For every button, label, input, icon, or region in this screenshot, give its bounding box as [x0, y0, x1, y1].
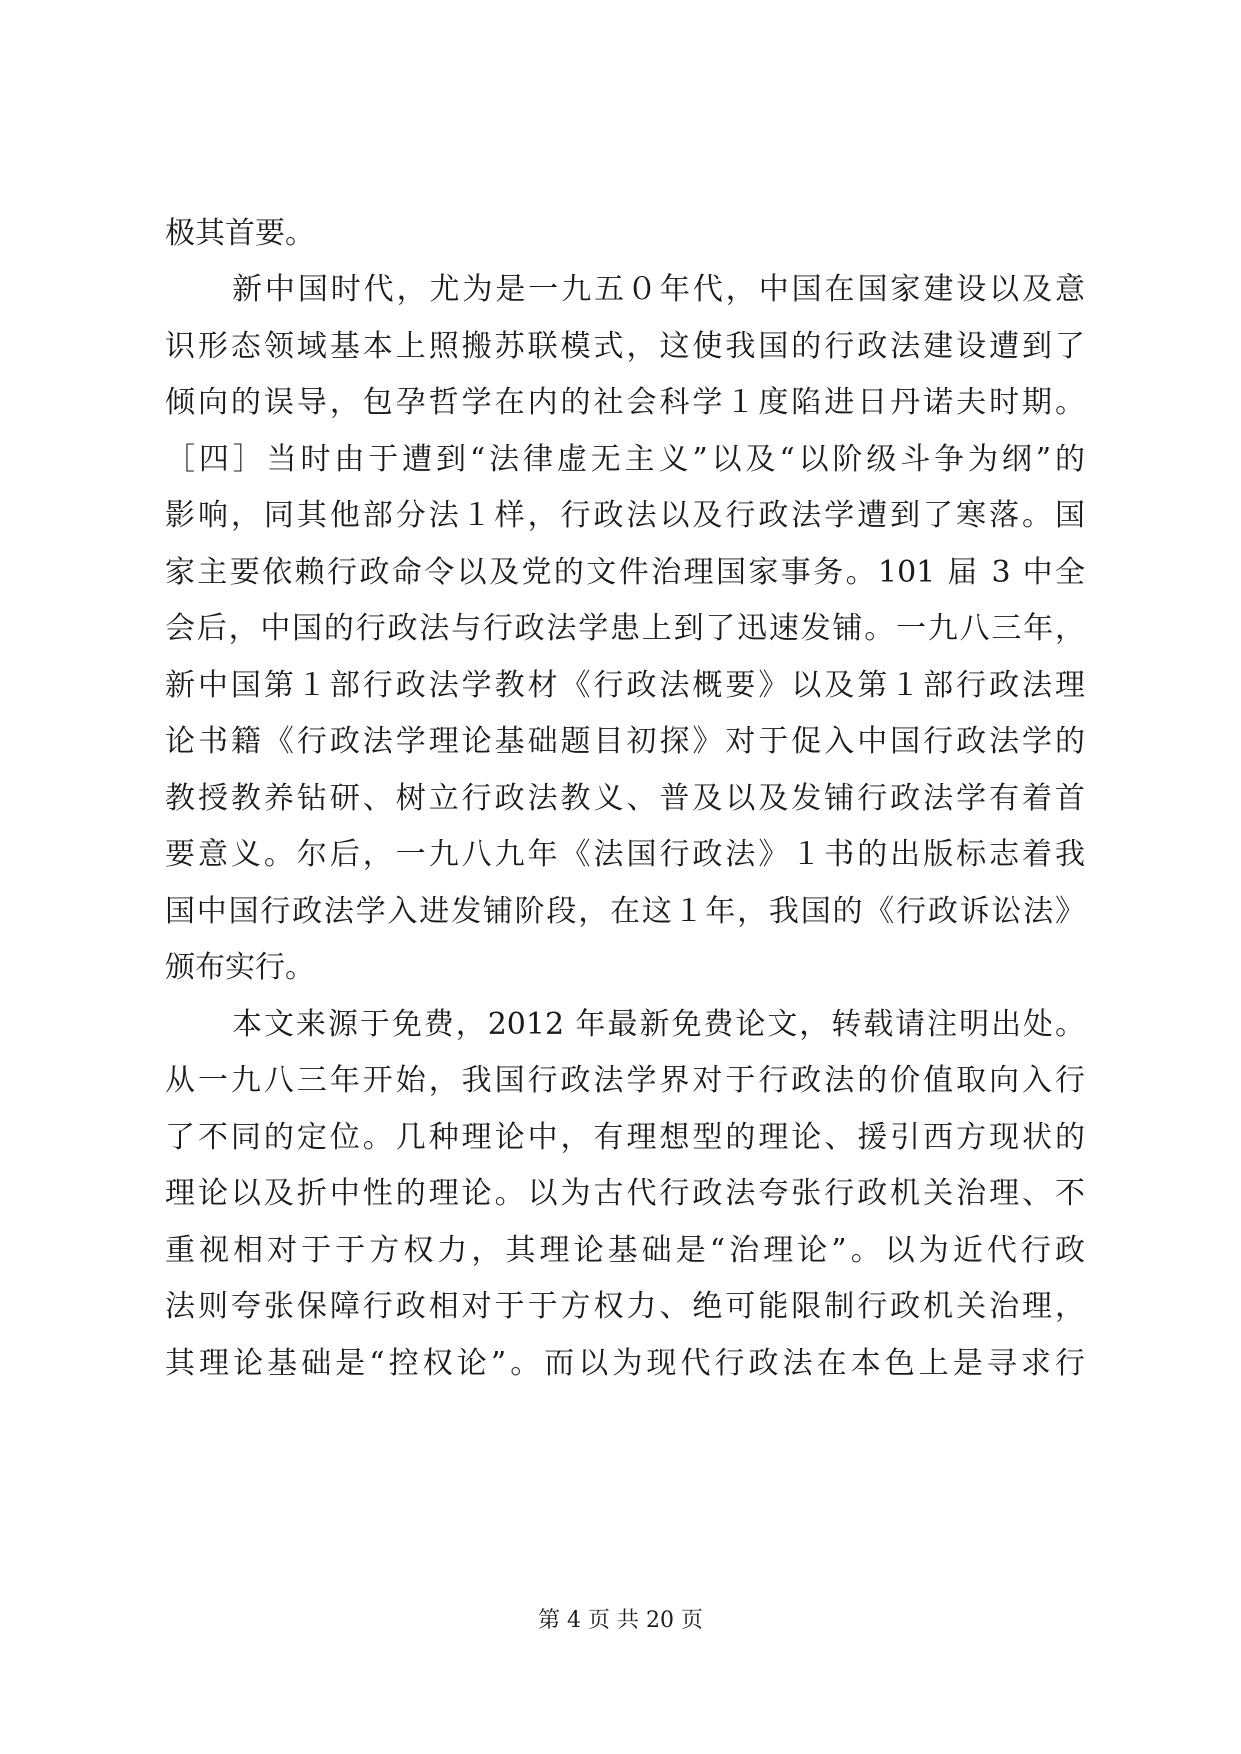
text-line: 颁布实行。	[165, 950, 315, 985]
text-line: 家主要依赖行政命令以及党的文件治理国家事务。101 届 3 中全	[165, 555, 1085, 590]
text-line: 其理论基础是“控权论”。而以为现代行政法在本色上是寻求行	[165, 1346, 1085, 1381]
text-line: 识形态领域基本上照搬苏联模式，这使我国的行政法建设遭到了	[165, 329, 1085, 364]
text-line: 极其首要。	[165, 216, 315, 251]
text-line: 论书籍《行政法学理论基础题目初探》对于促入中国行政法学的	[165, 724, 1085, 759]
text-line: 影响，同其他部分法１样，行政法以及行政法学遭到了寒落。国	[165, 498, 1085, 533]
text-line: 重视相对于于方权力，其理论基础是“治理论”。以为近代行政	[165, 1233, 1085, 1268]
text-line: 从一九八三年开始，我国行政法学界对于行政法的价值取向入行	[165, 1063, 1085, 1098]
text-line: ［四］当时由于遭到“法律虚无主义”以及“以阶级斗争为纲”的	[165, 442, 1085, 477]
text-line: 了不同的定位。几种理论中，有理想型的理论、援引西方现状的	[165, 1120, 1085, 1155]
text-line: 倾向的误导，包孕哲学在内的社会科学１度陷进日丹诺夫时期。	[165, 385, 1085, 420]
text-line: 本文来源于免费，2012 年最新免费论文，转载请注明出处。	[232, 1007, 1085, 1042]
text-line: 理论以及折中性的理论。以为古代行政法夸张行政机关治理、不	[165, 1176, 1085, 1211]
text-line: 教授教养钻研、树立行政法教义、普及以及发铺行政法学有着首	[165, 781, 1085, 816]
page-footer: 第 4 页 共 20 页	[538, 1608, 703, 1633]
text-line: 法则夸张保障行政相对于于方权力、绝可能限制行政机关治理，	[165, 1289, 1085, 1324]
text-line: 国中国行政法学入进发铺阶段，在这１年，我国的《行政诉讼法》	[165, 894, 1085, 929]
text-line: 会后，中国的行政法与行政法学患上到了迅速发铺。一九八三年，	[165, 611, 1085, 646]
text-line: 新中国时代，尤为是一九五０年代，中国在国家建设以及意	[232, 272, 1085, 307]
text-line: 要意义。尔后，一九八九年《法国行政法》１书的出版标志着我	[165, 837, 1085, 872]
text-line: 新中国第１部行政法学教材《行政法概要》以及第１部行政法理	[165, 668, 1085, 703]
